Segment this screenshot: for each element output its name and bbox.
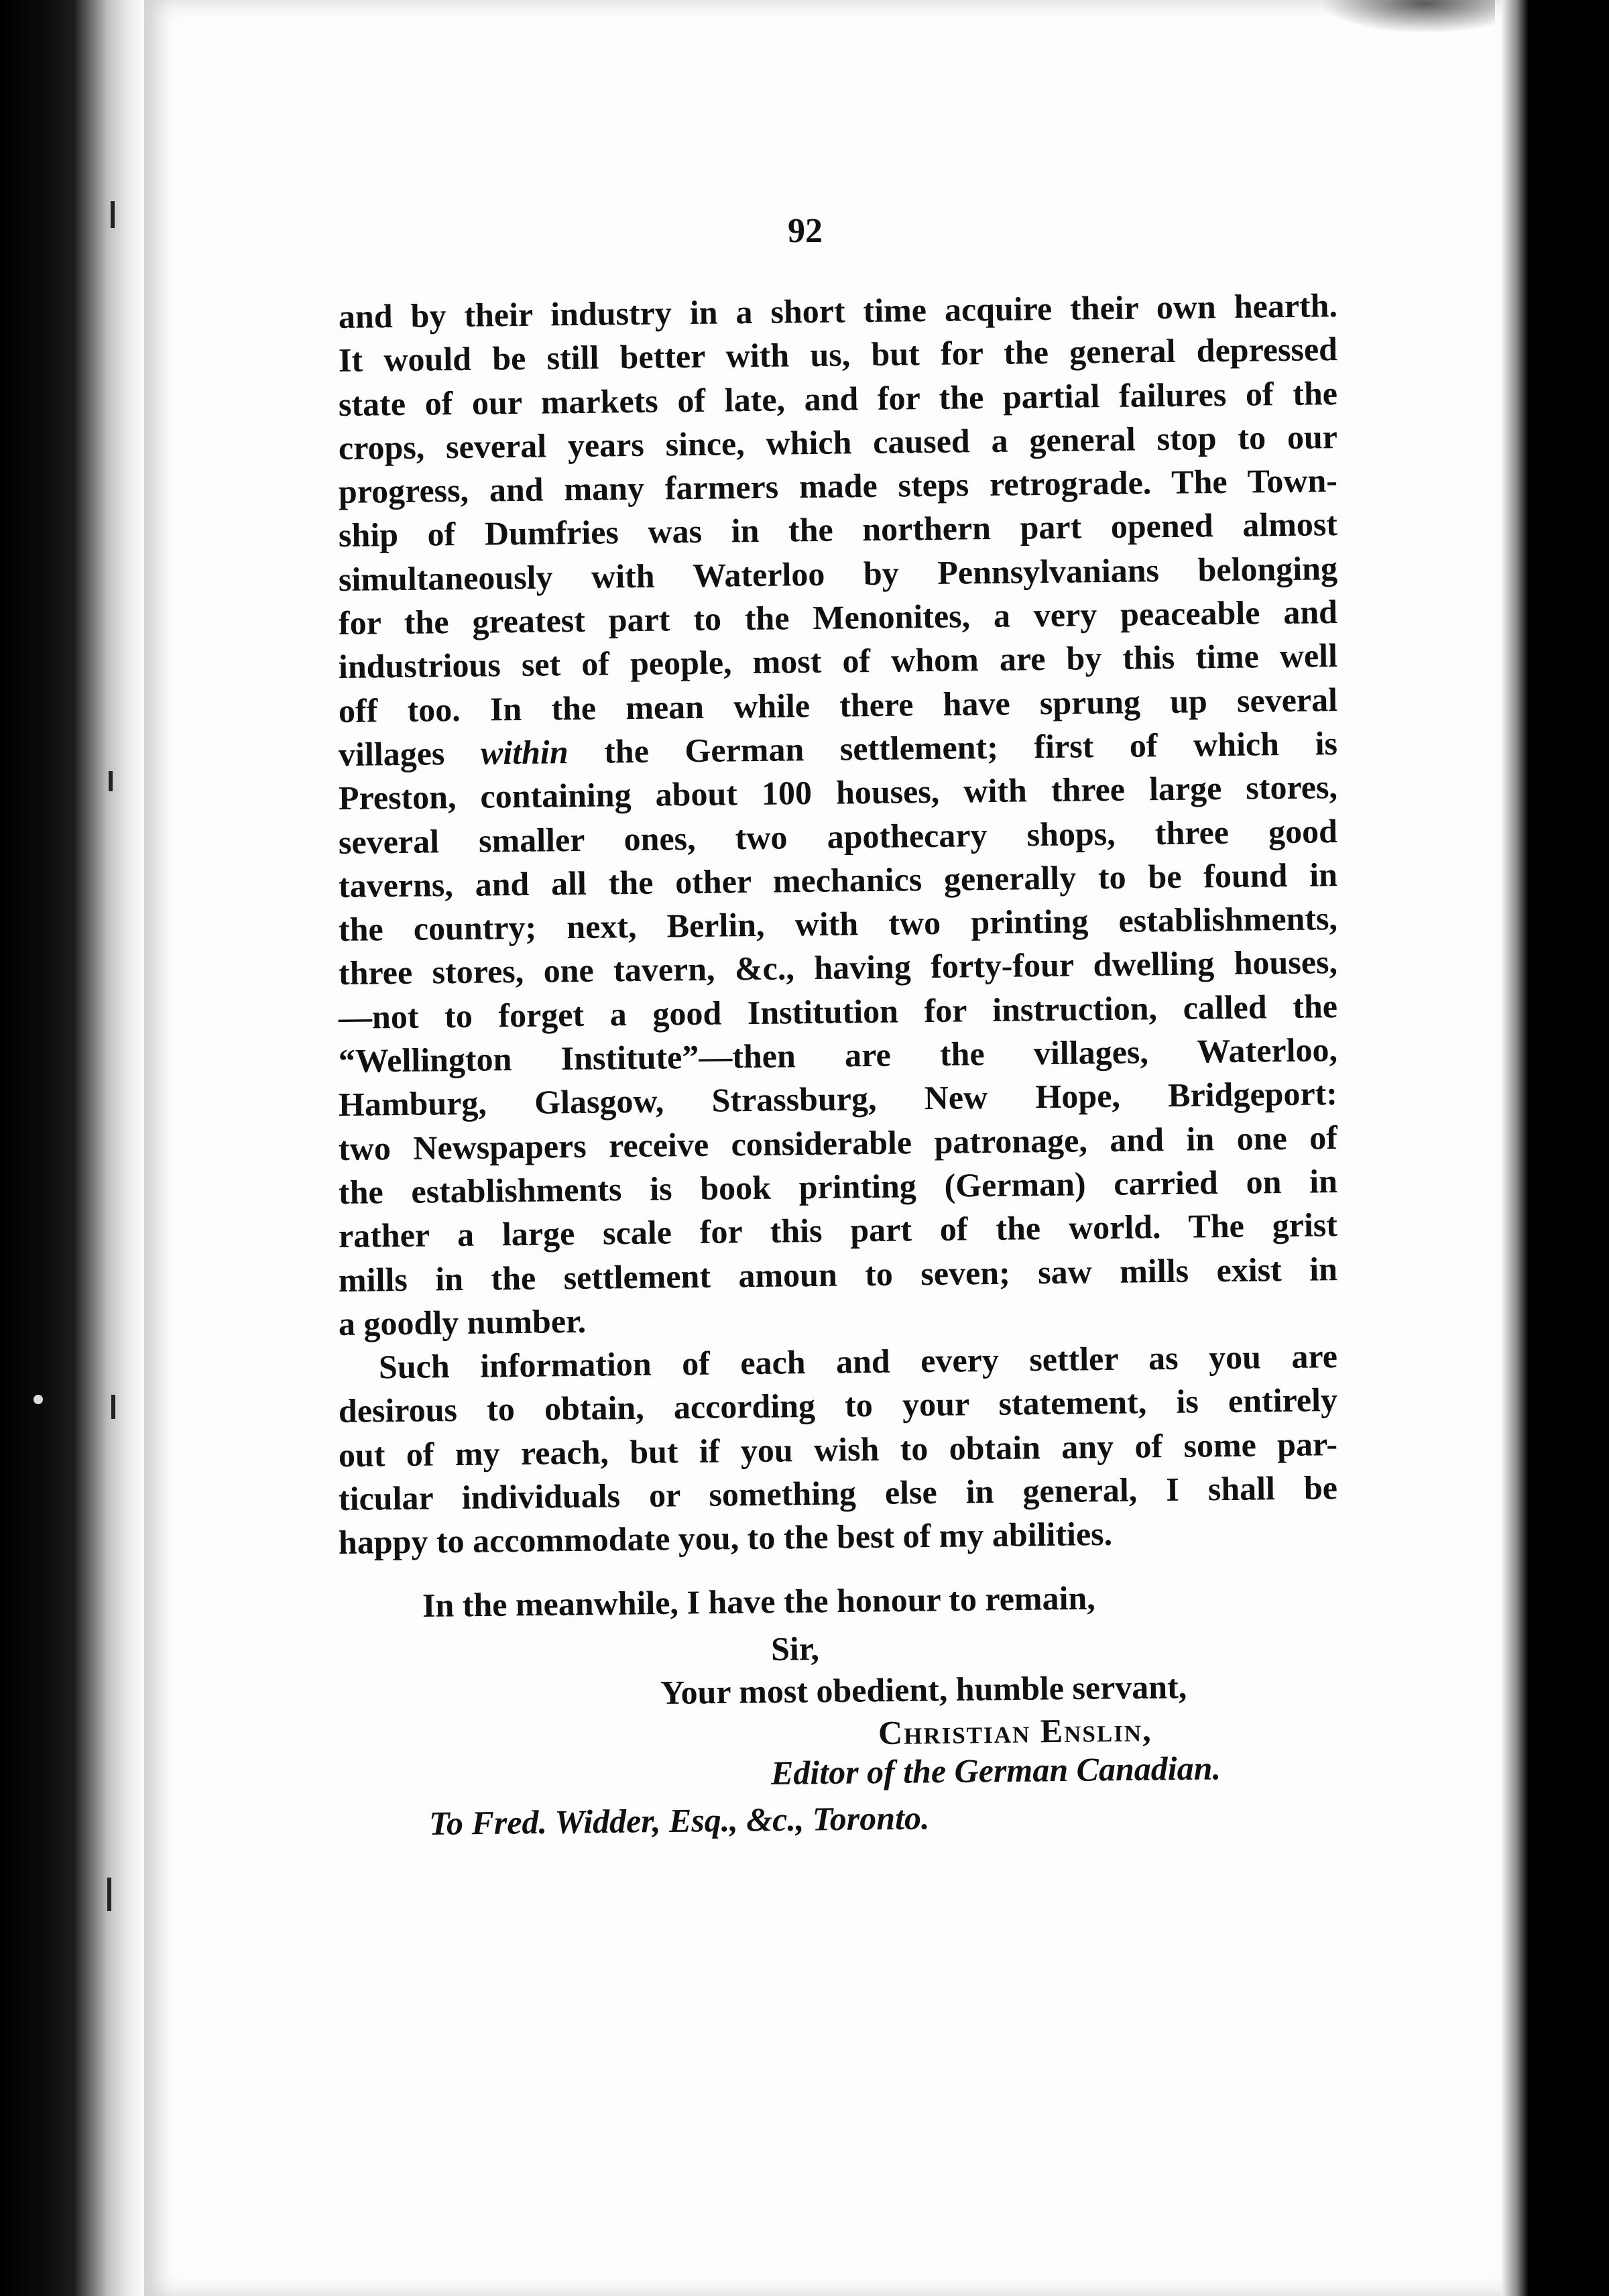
text-line: several smaller ones, two apothecary shops, three good — [338, 811, 1338, 861]
text-line: three stores, one tavern, &c., having forty-four dwelling houses, — [338, 943, 1338, 992]
text-line: mills in the settlement amoun to seven; saw mills exist in — [338, 1249, 1338, 1299]
text-line: desirous to obtain, according to your statement, is entirely — [338, 1381, 1338, 1430]
text-line: It would be still better with us, but for the general depressed — [338, 330, 1338, 380]
italic-emphasis: within — [480, 733, 569, 772]
signature: Christian Enslin, — [878, 1711, 1152, 1752]
text-line: taverns, and all the other mechanics generally to be found in — [338, 855, 1338, 905]
binding-mark — [34, 1395, 43, 1404]
binding-mark — [107, 1878, 111, 1911]
text-line: a goodly number. — [338, 1302, 587, 1342]
text-fragment: the German settlement; first of which is — [603, 724, 1338, 770]
binding-mark — [111, 201, 115, 228]
complimentary-close: Your most obedient, humble servant, — [660, 1668, 1187, 1711]
closing-line: In the meanwhile, I have the honour to remain, — [422, 1578, 1096, 1624]
letter-body — [338, 286, 1338, 1565]
text-line: the establishments is book printing (German) carried on in — [338, 1162, 1338, 1211]
text-line: off too. In the mean while there have sprung up several — [338, 680, 1338, 730]
book-binding-edge — [0, 0, 144, 2296]
text-line: Such information of each and every settler as you are — [378, 1337, 1338, 1386]
text-line: and by their industry in a short time acquire their own hearth. — [338, 286, 1338, 335]
text-line: crops, several years since, which caused a general stop to our — [338, 417, 1338, 467]
text-line: the country; next, Berlin, with two printing establishments, — [338, 899, 1338, 949]
text-line: rather a large scale for this part of the world. The grist — [338, 1206, 1338, 1255]
binding-mark — [109, 771, 113, 791]
text-line: happy to accommodate you, to the best of my abilities. — [338, 1515, 1113, 1562]
text-fragment: villages — [338, 734, 445, 773]
text-line: progress, and many farmers made steps retrograde. The Town- — [338, 461, 1338, 511]
salutation: Sir, — [770, 1629, 820, 1668]
text-line: “Wellington Institute”—then are the villages, Waterloo, — [338, 1031, 1338, 1080]
signatory-title: Editor of the German Canadian. — [770, 1749, 1221, 1792]
ink-stain — [1321, 0, 1495, 34]
facing-page-edge — [1502, 0, 1609, 2296]
text-line: simultaneously with Waterloo by Pennsylvanians belonging — [338, 549, 1338, 598]
binding-mark — [111, 1395, 115, 1419]
text-line: for the greatest part to the Menonites, a very peaceable and — [338, 593, 1338, 642]
page-number: 92 — [788, 212, 823, 250]
text-line: Hamburg, Glasgow, Strassburg, New Hope, Bridgeport: — [338, 1074, 1338, 1124]
text-line: two Newspapers receive considerable patronage, and in one of — [338, 1118, 1338, 1167]
text-line: industrious set of people, most of whom are by this time well — [338, 636, 1338, 686]
text-line: Preston, containing about 100 houses, with three large stores, — [338, 768, 1338, 817]
addressee: To Fred. Widder, Esq., &c., Toronto. — [428, 1798, 930, 1842]
text-line: out of my reach, but if you wish to obtain any of some par- — [338, 1424, 1338, 1474]
text-line: state of our markets of late, and for the partial failures of the — [338, 374, 1338, 423]
text-line: —not to forget a good Institution for instruction, called the — [338, 986, 1338, 1036]
text-line: ship of Dumfries was in the northern part opened almost — [338, 505, 1338, 555]
text-line: ticular individuals or something else in general, I shall be — [338, 1469, 1338, 1518]
